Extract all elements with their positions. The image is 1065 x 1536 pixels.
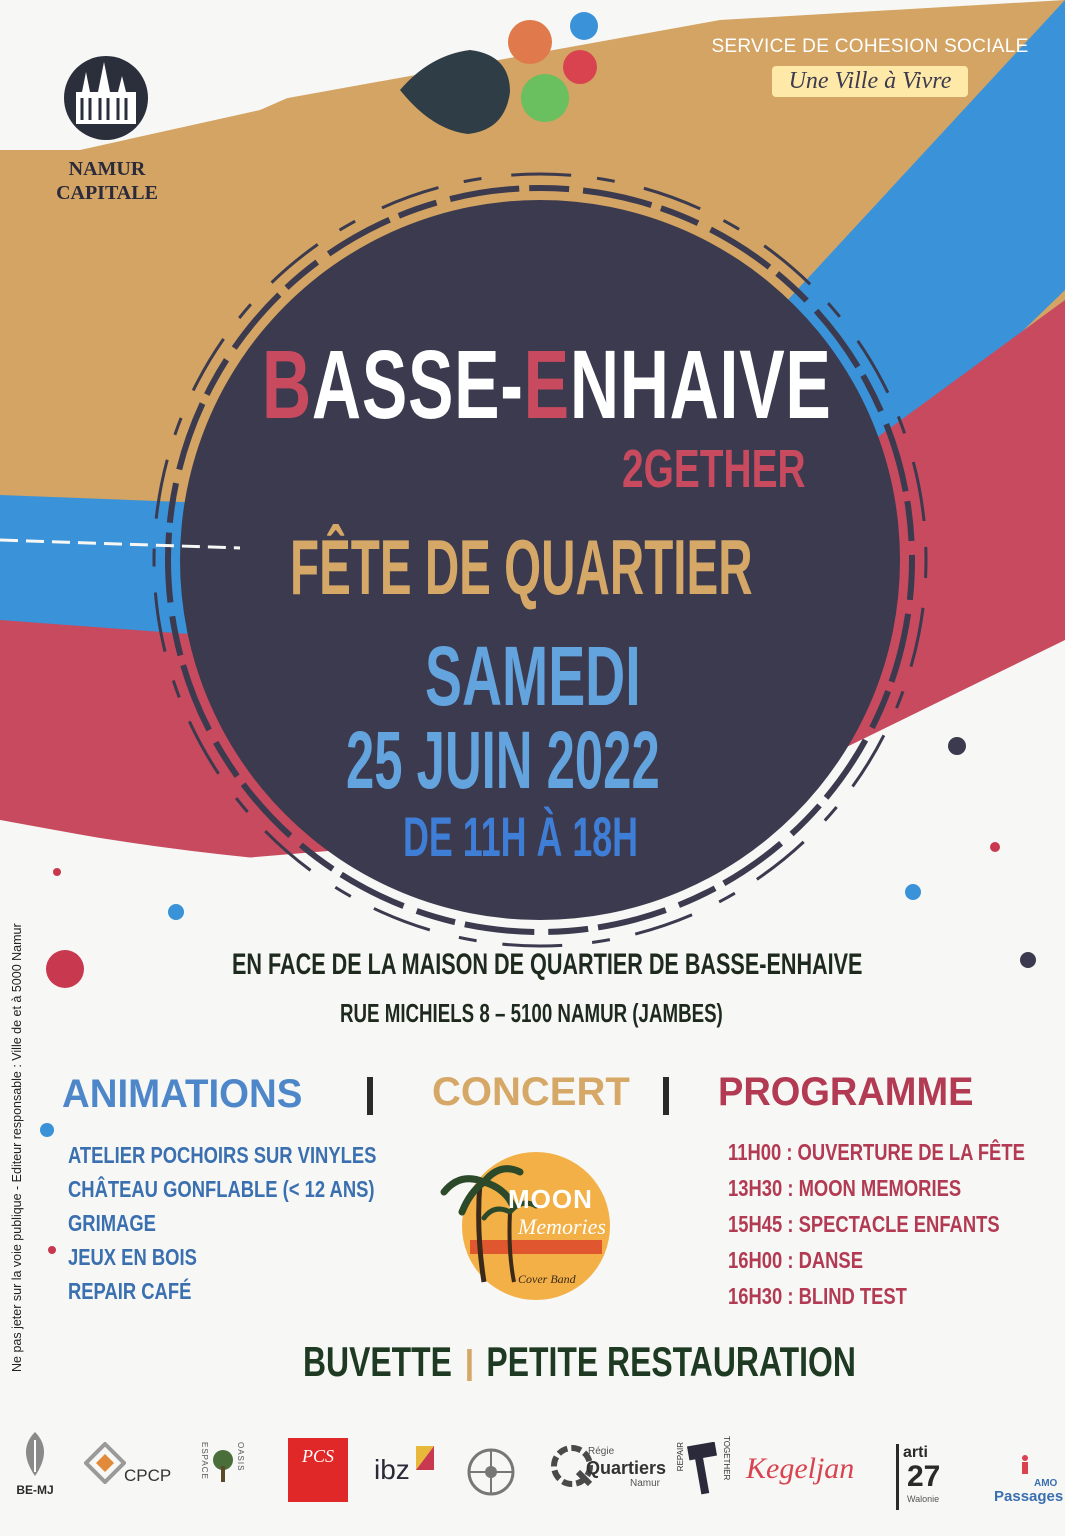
decor-dot (40, 1123, 54, 1137)
namur-logo-line1: NAMUR (68, 158, 146, 180)
namur-castle-icon (60, 48, 152, 140)
bemj-label: BE-MJ (16, 1483, 54, 1497)
partner-logo-regie-quartiers (548, 1440, 668, 1500)
partner-logo-bemj (12, 1430, 58, 1506)
programme-heading: PROGRAMME (718, 1070, 974, 1114)
programme-item: 16H30 : BLIND TEST (728, 1283, 907, 1309)
decor-dot (46, 950, 84, 988)
buvette-line (303, 1338, 856, 1386)
location-line2: RUE MICHIELS 8 – 5100 NAMUR (JAMBES) (340, 998, 723, 1028)
event-type: FÊTE DE QUARTIER (290, 523, 753, 611)
kegeljan-label: Kegeljan (746, 1452, 855, 1485)
partner-logo-kegeljan (746, 1452, 866, 1492)
namur-logo-line2: CAPITALE (56, 182, 158, 204)
separator (367, 1077, 373, 1115)
partner-logo-together-repair (676, 1436, 734, 1504)
band-logo-line1: MOON (508, 1184, 593, 1214)
amo-figure-icon (1018, 1454, 1032, 1476)
decor-dot (948, 737, 966, 755)
programme-item: 13H30 : MOON MEMORIES (728, 1175, 962, 1201)
animations-list (68, 1138, 454, 1308)
regie-line1: Régie (588, 1446, 615, 1457)
animation-item: CHÂTEAU GONFLABLE (< 12 ANS) (68, 1176, 375, 1202)
repair-label: REPAIR (676, 1442, 685, 1472)
cpcp-label: CPCP (124, 1466, 172, 1485)
animation-item: ATELIER POCHOIRS SUR VINYLES (68, 1142, 377, 1168)
partner-logo-cpcp (84, 1442, 174, 1492)
music-wheel-icon (462, 1432, 520, 1504)
partner-logo-article27 (896, 1444, 961, 1510)
band-logo-line2: Memories (518, 1214, 606, 1239)
partner-logo-ibz (374, 1442, 438, 1492)
amo-line2: Passages (994, 1488, 1064, 1505)
animations-heading: ANIMATIONS (62, 1072, 303, 1116)
service-title: SERVICE DE COHESION SOCIALE (711, 36, 1029, 57)
article27-a: arti (903, 1444, 928, 1461)
title-first-letter: B (262, 331, 312, 440)
title-part2: NHAIVE (569, 331, 832, 440)
programme-list (728, 1134, 1065, 1314)
tree-icon (210, 1448, 236, 1484)
event-date: 25 JUIN 2022 (346, 715, 660, 806)
partner-logo-amo-passages (994, 1454, 1064, 1508)
moon-memories-logo (440, 1142, 620, 1302)
decor-dot (168, 904, 184, 920)
decor-dot (905, 884, 921, 900)
partner-logo-espace-oasis (196, 1440, 248, 1500)
animation-item: JEUX EN BOIS (68, 1244, 197, 1270)
regie-line2: Quartiers (586, 1458, 667, 1478)
hammer-icon (686, 1442, 720, 1496)
decor-dot (53, 868, 61, 876)
programme-item: 16H00 : DANSE (728, 1247, 863, 1273)
decor-dot (48, 1246, 56, 1254)
namur-capitale-logo (52, 48, 162, 208)
restauration-label: PETITE RESTAURATION (486, 1338, 856, 1385)
event-hours: DE 11H À 18H (403, 805, 639, 868)
pcs-label: PCS (301, 1446, 334, 1466)
programme-item: 15H45 : SPECTACLE ENFANTS (728, 1211, 1000, 1237)
buvette-separator (467, 1349, 472, 1381)
ibz-label: ibz (374, 1454, 410, 1485)
programme-item: 11H00 : OUVERTURE DE LA FÊTE (728, 1139, 1025, 1165)
event-title (262, 330, 832, 441)
partner-logo-music-school (462, 1432, 520, 1504)
buvette-label: BUVETTE (303, 1338, 452, 1385)
oasis-label: OASIS (236, 1442, 245, 1472)
ibz-flag-icon (414, 1444, 436, 1472)
decor-dot (1020, 952, 1036, 968)
bemj-leaf-icon (15, 1430, 55, 1478)
service-cohesion-sociale (700, 36, 1040, 97)
article27-c: Walonie (907, 1494, 940, 1504)
together-label: TOGETHER (722, 1436, 731, 1481)
animation-item: REPAIR CAFÉ (68, 1278, 192, 1304)
legal-side-text: Ne pas jeter sur la voie publique - Editeur responsable : Ville de et à 5000 Namur (10, 923, 24, 1372)
animation-item: GRIMAGE (68, 1210, 156, 1236)
amo-line1: AMO (1034, 1478, 1058, 1489)
service-tagline: Une Ville à Vivre (772, 66, 968, 97)
event-subtitle: 2GETHER (622, 439, 806, 499)
partner-logo-pcs (288, 1438, 348, 1502)
concert-heading: CONCERT (432, 1070, 630, 1114)
title-second-letter: E (523, 331, 570, 440)
location-line1: EN FACE DE LA MAISON DE QUARTIER DE BASSE-ENHAIVE (232, 948, 863, 981)
band-logo-line3: Cover Band (518, 1272, 576, 1286)
decor-dot (990, 842, 1000, 852)
article27-b: 27 (907, 1460, 941, 1493)
cpcp-diamond-icon (84, 1442, 126, 1484)
event-day: SAMEDI (425, 629, 641, 723)
espace-label: ESPACE (200, 1442, 209, 1480)
regie-line3: Namur (630, 1478, 661, 1489)
title-part1: ASSE- (311, 331, 524, 440)
separator (663, 1077, 669, 1115)
